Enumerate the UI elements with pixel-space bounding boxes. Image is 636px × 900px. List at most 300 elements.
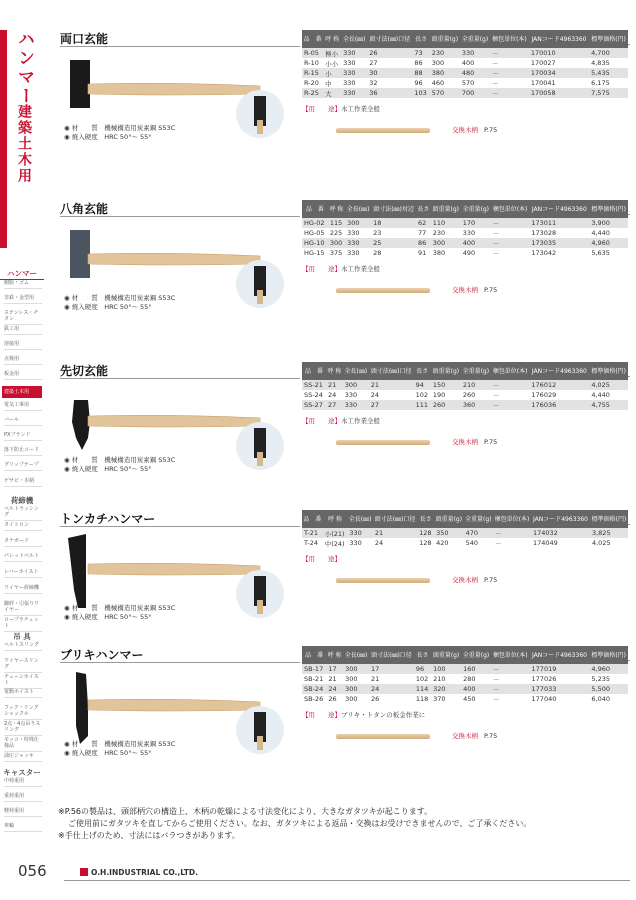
- sidebar: [0, 0, 44, 900]
- table-cell: 160: [461, 664, 491, 674]
- table-cell: 170010: [529, 48, 589, 58]
- nav-item[interactable]: 板金用: [4, 371, 42, 380]
- nav-item[interactable]: ワイヤー荷締機: [4, 585, 42, 594]
- table-cell: 150: [431, 380, 461, 390]
- table-cell: 30: [367, 68, 412, 78]
- hammer-detail-image: [236, 422, 284, 470]
- product-section: [60, 646, 630, 806]
- table-header: 長さ: [414, 646, 431, 664]
- nav-item[interactable]: 鉄工用: [4, 326, 42, 335]
- table-row: [302, 400, 628, 410]
- nav-item[interactable]: 落下防止コード: [4, 447, 42, 456]
- table-header: 頭重量(g): [430, 30, 460, 48]
- table-header: 全重量(g): [460, 30, 490, 48]
- usage-line: [302, 264, 380, 273]
- nav-item[interactable]: チェーンホイスト: [4, 674, 42, 689]
- table-cell: －: [493, 675, 500, 684]
- nav-item[interactable]: 電動ホイスト: [4, 689, 42, 698]
- exchange-page[interactable]: P.75: [484, 576, 498, 584]
- table-header: JANコード4963360: [530, 646, 590, 664]
- table-cell: 230: [430, 48, 460, 58]
- table-cell: －: [493, 695, 500, 704]
- table-cell: HG-15: [304, 249, 325, 257]
- exchange-page[interactable]: P.75: [484, 126, 498, 134]
- table-cell: 360: [461, 400, 491, 410]
- table-cell: 3,825: [590, 528, 628, 538]
- table-cell: 5,635: [591, 249, 610, 257]
- table-cell: 300: [431, 59, 445, 67]
- table-cell: 17: [369, 664, 414, 674]
- table-cell: 300: [343, 380, 369, 390]
- table-cell: －: [491, 238, 530, 248]
- section-title: トンカチハンマー: [60, 512, 156, 526]
- table-cell: －: [491, 400, 530, 410]
- nav-item[interactable]: 建築土木用: [2, 386, 42, 398]
- table-cell: 111: [414, 400, 431, 410]
- exchange-page[interactable]: P.75: [484, 732, 498, 740]
- table-row: [302, 684, 628, 694]
- table-cell: 88: [412, 68, 429, 78]
- table-cell: 300: [345, 675, 358, 683]
- section-rule: [60, 46, 300, 47]
- sidebar-title: ハンマー: [14, 30, 34, 106]
- table-cell: 102: [415, 391, 429, 399]
- nav-item[interactable]: ベルトスリング: [4, 642, 42, 651]
- table-cell: 190: [432, 391, 446, 399]
- exchange-handle-image: [336, 288, 430, 293]
- table-cell: 330: [345, 238, 371, 248]
- table-header: 全長(㎜): [341, 30, 367, 48]
- table-cell: 380: [432, 249, 446, 257]
- table-header: 標準価格(円): [589, 646, 628, 664]
- table-cell: 400: [461, 59, 475, 67]
- table-header: 頭寸法(㎜)口径: [369, 646, 414, 664]
- product-section: [60, 362, 630, 522]
- nav-item[interactable]: 油圧ジャッキ: [4, 753, 42, 762]
- table-cell: 91: [418, 249, 427, 257]
- section-title: 先切玄能: [60, 364, 109, 378]
- table-header-row: [302, 362, 628, 380]
- table-cell: 260: [462, 391, 476, 399]
- table-cell: 21: [326, 380, 343, 390]
- table-cell: 27: [369, 400, 414, 410]
- table-cell: －: [492, 59, 499, 68]
- nav-item[interactable]: フック・リングシャックル: [4, 705, 42, 720]
- nav-item[interactable]: レバーホイスト: [4, 569, 42, 578]
- table-cell: 103: [412, 88, 429, 98]
- hammer-detail-image: [236, 570, 284, 618]
- table-cell: 96: [414, 664, 431, 674]
- table-header: 品 番: [302, 362, 326, 380]
- table-row: [302, 238, 628, 248]
- table-header-row: [302, 510, 628, 528]
- usage-text: ブリキ・トタンの板金作業に: [341, 711, 426, 719]
- page-number: 056: [18, 862, 47, 880]
- table-row: [302, 228, 628, 238]
- table-cell: 260: [431, 400, 461, 410]
- table-row: [302, 78, 628, 88]
- table-cell: 5,435: [589, 68, 628, 78]
- exchange-label: [452, 437, 497, 446]
- table-cell: 300: [343, 684, 369, 694]
- table-cell: 330: [347, 229, 360, 237]
- table-header: 梱包単位(本): [493, 510, 531, 528]
- table-cell: 320: [431, 684, 461, 694]
- table-cell: 小: [323, 68, 341, 78]
- table-cell: －: [493, 528, 531, 538]
- nav-item[interactable]: グリップテープ: [4, 462, 42, 471]
- table-cell: 小小: [325, 59, 339, 68]
- usage-label: 【用 途】: [302, 105, 341, 113]
- table-cell: 4,025: [589, 380, 628, 390]
- table-cell: 5,235: [591, 675, 610, 683]
- nav-item[interactable]: 軽荷重用: [4, 808, 42, 817]
- table-cell: －: [491, 684, 530, 694]
- table-header: 梱包単位(本): [491, 200, 530, 218]
- table-cell: 26: [371, 695, 380, 703]
- table-header: 頭重量(g): [431, 362, 461, 380]
- table-cell: 中(24): [324, 539, 345, 548]
- table-header: 頭重量(g): [431, 200, 461, 218]
- table-row: [302, 58, 628, 68]
- table-cell: 170034: [529, 68, 589, 78]
- table-header: 頭寸法(㎜)口径: [373, 510, 417, 528]
- table-cell: 24: [328, 391, 337, 399]
- table-cell: 32: [369, 79, 378, 87]
- table-cell: 330: [344, 391, 358, 399]
- table-cell: 26: [367, 48, 412, 58]
- table-cell: 300: [345, 695, 358, 703]
- table-row: [302, 390, 628, 400]
- table-cell: 173028: [531, 229, 557, 237]
- table-cell: 176036: [529, 400, 589, 410]
- table-cell: 4,025: [591, 539, 611, 547]
- table-header: 長さ: [412, 30, 429, 48]
- section-title: 両口玄能: [60, 32, 109, 46]
- spec-hardness: ◉ 焼入硬度 HRC 50°～ 55°: [64, 133, 152, 141]
- nav-item[interactable]: 点検用: [4, 356, 42, 365]
- product-section: [60, 200, 630, 360]
- table-cell: 17: [326, 664, 343, 674]
- table-cell: 6,175: [591, 79, 610, 87]
- table-cell: 62: [416, 218, 431, 228]
- table-cell: 25: [371, 238, 416, 248]
- table-cell: 27: [369, 59, 378, 67]
- table-cell: 330: [462, 229, 476, 237]
- table-cell: SB-24: [302, 684, 326, 694]
- table-cell: 330: [343, 400, 369, 410]
- usage-label: 【用 途】: [302, 555, 341, 563]
- table-cell: 173035: [529, 238, 589, 248]
- nav-item[interactable]: PXブランド: [4, 432, 42, 441]
- nav-item[interactable]: ゲサビ・木柄: [4, 478, 42, 487]
- table-cell: 小(21): [323, 528, 348, 538]
- section-rule: [60, 378, 300, 379]
- nav-item[interactable]: バール: [4, 417, 42, 426]
- nav-head-mini: 荷締機: [10, 496, 34, 505]
- table-header: 標準価格(円): [590, 510, 628, 528]
- table-cell: －: [492, 229, 500, 238]
- table-cell: 176012: [529, 380, 589, 390]
- nav-head-caster: キャスター: [3, 768, 41, 777]
- table-cell: 3,900: [589, 218, 628, 228]
- hammer-head-icon: [236, 90, 284, 138]
- table-cell: SB-17: [302, 664, 326, 674]
- table-cell: 102: [415, 675, 429, 683]
- table-cell: 21: [373, 528, 417, 538]
- table-header-row: [302, 30, 628, 48]
- exchange-label: [452, 731, 497, 740]
- table-header: JANコード4963360: [531, 510, 590, 528]
- table-cell: 420: [436, 539, 449, 547]
- hammer-detail-image: [236, 706, 284, 754]
- table-cell: HG-05: [304, 229, 325, 237]
- table-row: [302, 68, 628, 78]
- exchange-text: 交換木柄: [452, 576, 478, 584]
- table-cell: 375: [329, 249, 343, 257]
- table-cell: 174032: [531, 528, 590, 538]
- exchange-text: 交換木柄: [452, 438, 478, 446]
- table-row: [302, 88, 628, 98]
- hammer-head-icon: [236, 422, 284, 470]
- exchange-handle-image: [336, 128, 430, 133]
- table-row: [302, 538, 628, 548]
- table-cell: 24: [370, 391, 380, 399]
- spec-table: [302, 646, 628, 704]
- spec-table: [302, 362, 628, 410]
- exchange-label: [452, 575, 497, 584]
- nav-item[interactable]: 車輪: [4, 823, 42, 832]
- table-header: 全重量(g): [461, 200, 491, 218]
- table-row: [302, 248, 628, 258]
- table-cell: 330: [347, 528, 373, 538]
- table-row: [302, 380, 628, 390]
- table-cell: 128: [419, 539, 432, 547]
- usage-line: [302, 104, 380, 113]
- table-cell: 330: [343, 59, 356, 67]
- table-header: 全長(㎜): [343, 362, 369, 380]
- table-cell: 177019: [530, 664, 590, 674]
- nav-item[interactable]: 重荷重用: [4, 793, 42, 802]
- product-section: [60, 30, 630, 190]
- table-cell: 128: [417, 528, 434, 538]
- table-row: [302, 48, 628, 58]
- spec-hardness: ◉ 焼入硬度 HRC 50°～ 55°: [64, 303, 152, 311]
- bottom-rule: [64, 880, 630, 881]
- table-header: 呼 称: [326, 646, 343, 664]
- table-cell: T-24: [304, 539, 318, 547]
- section-rule: [60, 216, 300, 217]
- table-cell: 73: [412, 48, 429, 58]
- table-cell: 300: [431, 238, 461, 248]
- table-cell: 173011: [529, 218, 589, 228]
- table-cell: 21: [371, 675, 380, 683]
- exchange-label: [452, 125, 497, 134]
- table-cell: 380: [430, 68, 460, 78]
- company-logo-icon: [80, 868, 88, 876]
- nav-item[interactable]: ステンレス・チタン: [4, 310, 42, 325]
- table-cell: 170: [461, 218, 491, 228]
- nav-item[interactable]: モッコ・特殊仕様品: [4, 737, 42, 752]
- table-cell: 中: [325, 79, 332, 88]
- exchange-handle-image: [336, 578, 430, 583]
- exchange-page[interactable]: P.75: [484, 438, 498, 446]
- table-header: 長さ: [417, 510, 434, 528]
- table-row: [302, 664, 628, 674]
- table-cell: －: [490, 68, 529, 78]
- table-cell: 177026: [531, 675, 557, 683]
- table-header: 長さ: [416, 200, 431, 218]
- table-cell: SS-27: [302, 400, 326, 410]
- table-cell: 225: [329, 229, 343, 237]
- hammer-head-icon: [236, 706, 284, 754]
- usage-label: 【用 途】: [302, 711, 341, 719]
- table-cell: 350: [434, 528, 463, 538]
- table-cell: －: [490, 48, 529, 58]
- exchange-text: 交換木柄: [452, 732, 478, 740]
- table-header: 全重量(g): [461, 362, 491, 380]
- table-header: 全重量(g): [464, 510, 493, 528]
- nav-item[interactable]: 電気工事用: [4, 402, 42, 411]
- sidebar-subtitle: 建築土木用: [16, 104, 32, 184]
- table-cell: 300: [328, 238, 345, 248]
- table-header: 標準価格(円): [589, 200, 628, 218]
- table-cell: 177040: [531, 695, 557, 703]
- table-header-row: [302, 200, 628, 218]
- table-cell: T-21: [302, 528, 323, 538]
- nav-item[interactable]: 中荷重用: [4, 778, 42, 787]
- spec-table: [302, 510, 628, 548]
- sidebar-accent-bar: [0, 30, 7, 248]
- table-cell: 極小: [323, 48, 341, 58]
- nav-item[interactable]: タイトロン: [4, 522, 42, 531]
- table-cell: SB-26: [304, 695, 324, 703]
- nav-item[interactable]: 2点・4点吊りスリング: [4, 721, 42, 736]
- table-cell: 114: [414, 684, 431, 694]
- table-cell: －: [490, 88, 529, 98]
- nav-item[interactable]: パレットベルト: [4, 553, 42, 562]
- table-cell: 110: [431, 218, 461, 228]
- table-cell: 330: [460, 48, 490, 58]
- nav-item[interactable]: 脚絆・引張りワイヤー: [4, 601, 42, 616]
- table-cell: 230: [432, 229, 446, 237]
- nav-item[interactable]: ロープラチェット: [4, 617, 42, 632]
- footnote-2: ご使用前にガタツキを直してからご使用ください。なお、ガタツキによる返品・交換はお受けできませんので、ご了承ください。: [68, 819, 532, 828]
- section-rule: [60, 526, 300, 527]
- table-cell: 96: [414, 79, 423, 87]
- nav-item[interactable]: タナガード: [4, 538, 42, 547]
- table-cell: R-15: [302, 68, 323, 78]
- section-title: ブリキハンマー: [60, 648, 144, 662]
- table-cell: 570: [430, 88, 460, 98]
- table-cell: 174049: [533, 539, 558, 547]
- table-cell: 4,440: [591, 229, 610, 237]
- table-cell: 700: [460, 88, 490, 98]
- table-cell: 330: [341, 48, 367, 58]
- table-header-row: [302, 646, 628, 664]
- hammer-detail-image: [236, 260, 284, 308]
- table-cell: 28: [373, 249, 382, 257]
- table-header: 全長(㎜): [345, 200, 371, 218]
- spec-material: ◉ 材 質 機械構造用炭素鋼 S53C: [64, 456, 176, 464]
- table-cell: －: [492, 79, 499, 88]
- table-cell: 490: [462, 249, 476, 257]
- nav-head-hang: 吊 具: [13, 632, 31, 641]
- table-cell: R-05: [302, 48, 323, 58]
- table-cell: HG-10: [302, 238, 328, 248]
- usage-label: 【用 途】: [302, 417, 341, 425]
- table-cell: HG-02: [302, 218, 328, 228]
- footnotes: [58, 806, 531, 842]
- table-cell: 36: [367, 88, 412, 98]
- table-cell: R-20: [304, 79, 319, 87]
- table-cell: 470: [464, 528, 493, 538]
- table-header: 品 番: [302, 646, 326, 664]
- table-cell: 21: [369, 380, 414, 390]
- table-row: [302, 218, 628, 228]
- table-cell: 300: [343, 664, 369, 674]
- usage-text: 木工作業全般: [341, 417, 380, 425]
- table-cell: 7,575: [589, 88, 628, 98]
- table-header: 品 番: [302, 200, 328, 218]
- usage-text: 木工作業全般: [341, 265, 380, 273]
- table-header: 梱包単位(本): [490, 30, 529, 48]
- table-header: 頭重量(g): [431, 646, 461, 664]
- spec-material: ◉ 材 質 機械構造用炭素鋼 S53C: [64, 124, 176, 132]
- table-header: 頭寸法(㎜)口径: [369, 362, 414, 380]
- table-cell: 173042: [531, 249, 557, 257]
- table-header: 呼 称: [328, 200, 345, 218]
- table-header: 呼 称: [326, 362, 343, 380]
- table-cell: 21: [328, 675, 337, 683]
- table-cell: 26: [328, 695, 337, 703]
- table-cell: SS-24: [304, 391, 323, 399]
- table-cell: 280: [463, 675, 476, 683]
- table-header: 呼 称: [323, 30, 341, 48]
- table-cell: －: [491, 218, 530, 228]
- table-cell: SS-21: [302, 380, 326, 390]
- table-header: JANコード4963360: [529, 30, 589, 48]
- table-header: 頭寸法(㎜)口径: [367, 30, 412, 48]
- table-cell: 6,040: [591, 695, 610, 703]
- exchange-page[interactable]: P.75: [484, 286, 498, 294]
- table-header: 全重量(g): [461, 646, 491, 664]
- table-cell: 300: [345, 218, 371, 228]
- company-label: O.H.INDUSTRIAL CO.,LTD.: [91, 868, 198, 877]
- nav-item[interactable]: 溶接用: [4, 341, 42, 350]
- table-header: 梱包単位(本): [491, 362, 530, 380]
- nav-item[interactable]: 樹脂・ゴム: [4, 280, 42, 289]
- exchange-text: 交換木柄: [452, 126, 478, 134]
- table-cell: 18: [371, 218, 416, 228]
- table-cell: －: [491, 664, 530, 674]
- table-cell: 4,835: [591, 59, 610, 67]
- table-header: JANコード4963360: [529, 362, 589, 380]
- table-cell: SB-21: [304, 675, 324, 683]
- usage-line: [302, 710, 425, 719]
- table-cell: 4,700: [589, 48, 628, 58]
- spec-material: ◉ 材 質 機械構造用炭素鋼 S53C: [64, 604, 176, 612]
- table-cell: 330: [341, 68, 367, 78]
- nav-item[interactable]: ワイヤースリング: [4, 658, 42, 673]
- nav-item[interactable]: ベルトラッシング: [4, 506, 42, 521]
- table-header: 長さ: [414, 362, 431, 380]
- table-header: 梱包単位(本): [491, 646, 530, 664]
- nav-item[interactable]: 非鉄・金型用: [4, 295, 42, 304]
- table-header: 標準価格(円): [589, 362, 628, 380]
- table-cell: －: [492, 249, 500, 258]
- table-cell: 86: [414, 59, 423, 67]
